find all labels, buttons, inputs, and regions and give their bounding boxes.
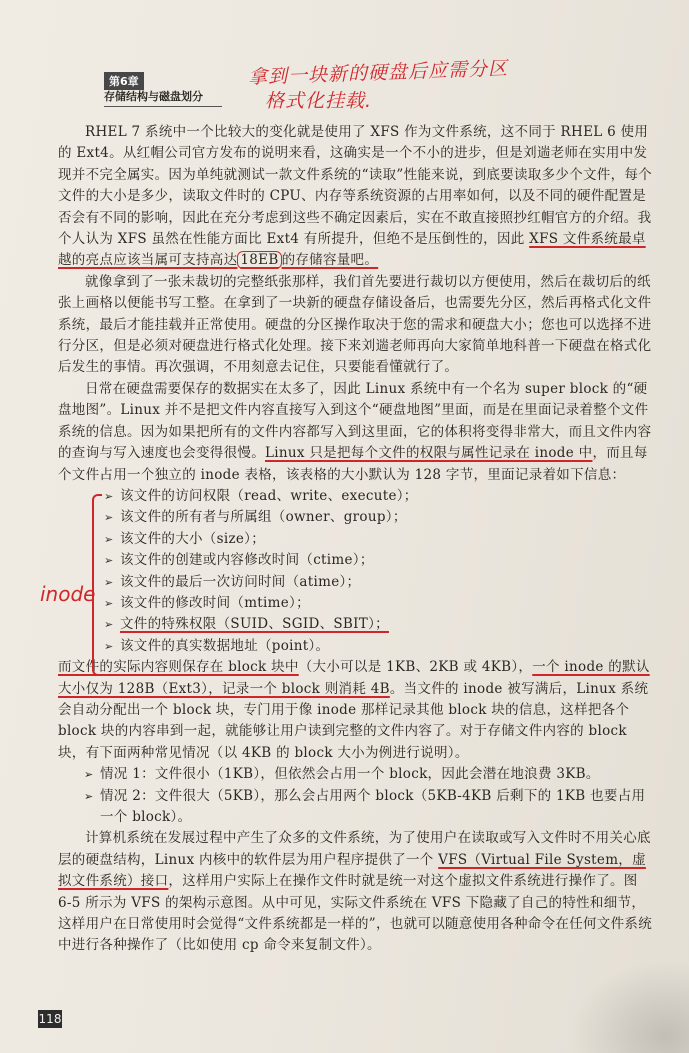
list-item <box>104 614 654 635</box>
list-item <box>104 486 654 507</box>
bullet-arrow-icon: ➢ <box>104 575 114 589</box>
chapter-rule <box>104 106 222 107</box>
bullet-arrow-icon: ➢ <box>84 768 94 782</box>
paragraph-text: ，这样用户实际上在操作文件时就是统一对这个虚拟文件系统进行操作了。图 6-5 所示为 VFS 的架构示意图。从中可见，实际文件系统在 VFS 下隐藏了自己的特性和细节，这样用户在日常使用时会觉得“文件系统都是一样的”，也就可以随意使用各种命令在任何文件系统中进行各种操作了（比如使用 cp 命令来复制文件）。 <box>58 873 653 954</box>
list-item-text: 该文件的最后一次访问时间（atime）； <box>120 573 361 590</box>
list-item <box>84 764 654 785</box>
underlined-text: VFS（Virtual File System，虚拟文件系统）接口 <box>58 851 646 890</box>
list-item-text: 该文件的真实数据地址（point）。 <box>120 637 330 654</box>
list-item-text: 该文件的大小（size）； <box>120 530 265 547</box>
paragraph-xfs <box>58 122 654 272</box>
body-text <box>58 122 654 957</box>
list-item-text: 情况 1：文件很小（1KB），但依然会占用一个 block，因此会潜在地浪费 3KB。 <box>100 766 600 783</box>
list-item <box>104 636 654 657</box>
underlined-text: XFS 文件系统最卓越的亮点应该当属可支持高达 <box>58 231 646 269</box>
underlined-text: 而文件的实际内容则保存在 block 块中 <box>58 659 299 676</box>
paragraph-text: （大小可以是 1KB、2KB 或 4KB）， <box>298 659 533 676</box>
paragraph-text: 日常在硬盘需要保存的数据实在太多了，因此 Linux 系统中有一个名为 super block 的“硬盘地图”。Linux 并不是把文件内容直接写入到这个“硬盘地图”里面，而是在里面记录着整个文件系统的信息。因为如果把所有的文件内容都写入到这里面，它的体积将变得非常大，而且文件内容的查询与写入速度也会变得很慢。 <box>58 380 652 462</box>
paragraph-text: ，而且每个文件占用一个独立的 inode 表格，该表格的大小默认为 128 字节，里面记录着如下信息： <box>58 445 648 483</box>
list-item-text: 该文件的访问权限（read、write、execute）； <box>120 487 418 504</box>
list-item-text: 文件的特殊权限（SUID、SGID、SBIT）； <box>120 616 389 633</box>
bullet-arrow-icon: ➢ <box>104 618 114 632</box>
paragraph-text: 。当文件的 inode 被写满后，Linux 系统会自动分配出一个 block 块，专门用于像 inode 那样记录其他 block 块的信息，这样把各个 block 块的内容串到一起，就能够让用户读到完整的文件内容了。对于存储文件内容的 block 块，有下面两种常见情况（以 4KB 的 block 大小为例进行说明）。 <box>58 680 649 761</box>
underlined-text: 的存储容量吧。 <box>281 252 379 269</box>
list-item-text: 情况 2：文件很大（5KB），那么会占用两个 block（5KB-4KB 后剩下的 1KB 也要占用一个 block）。 <box>100 787 646 825</box>
list-item <box>104 572 654 593</box>
bullet-arrow-icon: ➢ <box>84 789 94 803</box>
paragraph-vfs <box>58 828 654 956</box>
page-number: 118 <box>38 1012 62 1026</box>
underlined-text: 一个 inode 的默认大小仅为 128B（Ext3），记录一个 block 则消耗 4B <box>58 659 650 697</box>
list-item-text: 该文件的所有者与所属组（owner、group）； <box>120 509 407 526</box>
chapter-title: 存储结构与磁盘划分 <box>104 90 203 103</box>
paragraph-block <box>58 657 654 764</box>
list-item <box>104 593 654 614</box>
list-item <box>104 529 654 550</box>
list-item <box>84 786 654 829</box>
inode-attribute-list <box>58 486 654 657</box>
paragraph-text: RHEL 7 系统中一个比较大的变化就是使用了 XFS 作为文件系统，这不同于 RHEL 6 使用的 Ext4。从红帽公司官方发布的说明来看，这确实是一个不小的进步，但是刘遄老师在实用中发现并不完全属实。因为单纯就测试一款文件系统的“读取”性能来说，到底要读取多少个文件，每个文件的大小是多少，读取文件时的 CPU、内存等系统资源的占用率如何，以及不同的硬件配置是否会有不同的影响，因此在充分考虑到这些不确定因素后，实在不敢直接照抄红帽官方的介绍。我个人认为 XFS 虽然在性能方面比 Ext4 有所提升，但绝不是压倒性的，因此 <box>58 124 653 248</box>
circled-text: 18EB <box>237 251 281 269</box>
bullet-arrow-icon: ➢ <box>104 554 114 568</box>
bullet-arrow-icon: ➢ <box>104 511 114 525</box>
chapter-number: 第6章 <box>104 72 144 90</box>
block-cases-list <box>58 764 654 828</box>
finger-shadow <box>569 960 689 1053</box>
paragraph-superblock <box>58 379 654 486</box>
handwritten-inode-label: inode <box>40 582 96 606</box>
paragraph-text: 计算机系统在发展过程中产生了众多的文件系统，为了使用户在读取或写入文件时不用关心底层的硬盘结构，Linux 内核中的软件层为用户程序提供了一个 <box>58 830 651 868</box>
bullet-arrow-icon: ➢ <box>104 489 114 503</box>
bullet-arrow-icon: ➢ <box>104 596 114 610</box>
list-item-text: 该文件的创建或内容修改时间（ctime）； <box>120 552 374 569</box>
handwritten-note-2: 格式化挂载. <box>265 90 373 112</box>
bullet-arrow-icon: ➢ <box>104 532 114 546</box>
paragraph-partition: 就像拿到了一张未裁切的完整纸张那样，我们首先要进行裁切以方便使用，然后在裁切后的纸张上画格以便能书写工整。在拿到了一块新的硬盘存储设备后，也需要先分区，然后再格式化文件系统，最后才能挂载并正常使用。硬盘的分区操作取决于您的需求和硬盘大小；您也可以选择不进行分区，但是必须对硬盘进行格式化处理。接下来刘遄老师再向大家简单地科普一下硬盘在格式化后发生的事情。再次强调，不用刻意去记住，只要能看懂就行了。 <box>58 273 652 376</box>
list-item <box>104 550 654 571</box>
underlined-text: Linux 只是把每个文件的权限与属性记录在 inode 中 <box>265 445 593 462</box>
list-item <box>104 507 654 528</box>
bullet-arrow-icon: ➢ <box>104 639 114 653</box>
handwritten-note-1: 拿到一块新的硬盘后应需分区 <box>247 57 509 89</box>
list-item-text: 该文件的修改时间（mtime）； <box>120 594 310 611</box>
